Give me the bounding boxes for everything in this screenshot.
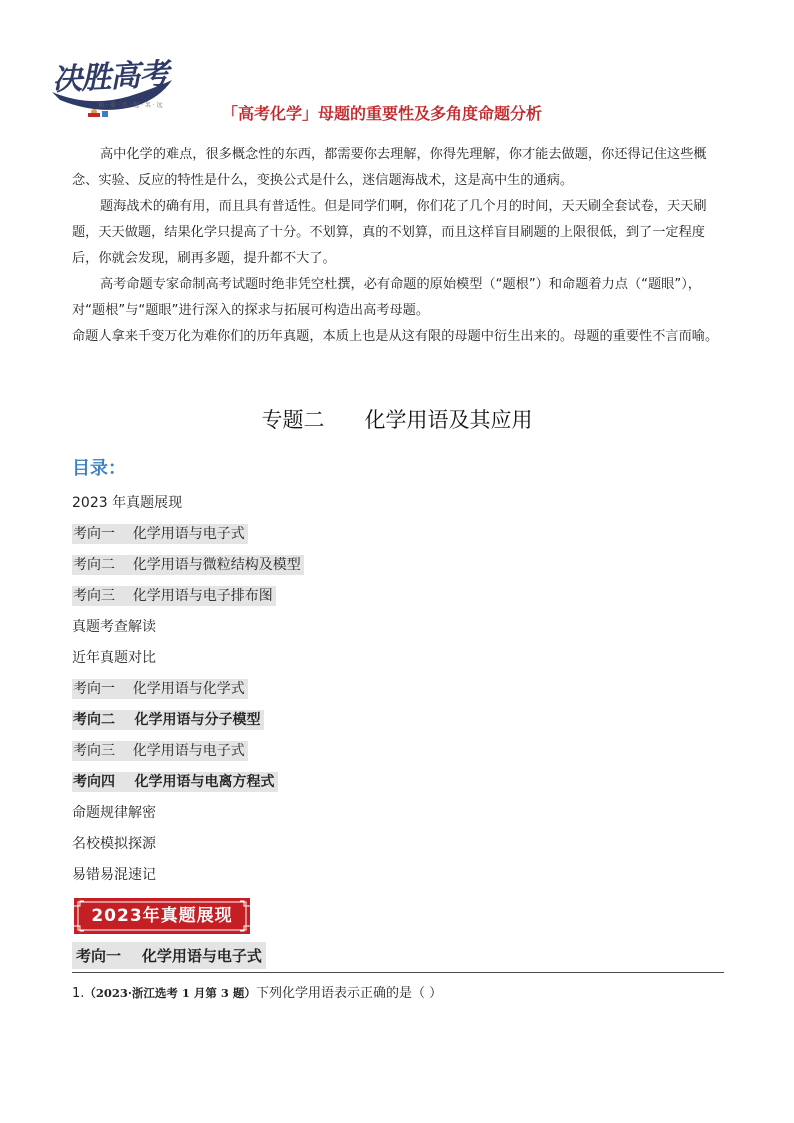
section-banner [74,898,250,934]
toc-item[interactable]: 命题规律解密 [72,805,156,821]
toc-item[interactable]: 考向一 化学用语与化学式 [72,674,304,705]
toc-item[interactable]: 易错易混速记 [72,867,156,883]
toc-item[interactable]: 考向三 化学用语与电子式 [72,736,304,767]
toc-item[interactable]: 考向二 化学用语与分子模型 [72,705,304,736]
toc-item[interactable]: 考向一 化学用语与电子式 [72,519,304,550]
intro-paragraph: 高考命题专家命制高考试题时绝非凭空杜撰，必有命题的原始模型（“题根”）和命题着力点（“题眼”），对“题根”与“题眼”进行深入的探求与拓展可构造出高考母题。 [72,277,701,318]
section-heading-label: 考向一 化学用语与电子式 [72,942,266,969]
question-source: （2023·浙江选考 1 月第 3 题） [84,986,256,1000]
toc-item[interactable]: 名校模拟探源 [72,836,156,852]
question-1 [72,982,442,1001]
toc-item[interactable]: 考向三 化学用语与电子排布图 [72,581,304,612]
logo-text: 决胜高考 [51,56,170,99]
intro-paragraph: 命题人拿来千变万化为难你们的历年真题，本质上也是从这有限的母题中衍生出来的。母题的重要性不言而喻。 [72,329,719,344]
toc-item[interactable]: 考向二 化学用语与微粒结构及模型 [72,550,304,581]
banner-label: 2023年真题展现 [91,906,233,926]
intro-paragraph: 题海战术的确有用，而且具有普适性。但是同学们啊，你们花了几个月的时间，天天刷全套试卷，天天刷题，天天做题，结果化学只提高了十分。不划算，真的不划算，而且这样盲目刷题的上限很低，到了一定程度后，你就会发现，刷再多题，提升都不大了。 [72,199,707,266]
logo-tagline: 知 · 重 · 力 · 起 · 名 · 远 [98,102,163,109]
table-of-contents [72,488,304,891]
intro-paragraph: 高中化学的难点，很多概念性的东西，都需要你去理解，你得先理解，你才能去做题，你还得记住这些概念、实验、反应的特性是什么，变换公式是什么，迷信题海战术，这是高中生的通病。 [72,147,707,188]
question-text: 下列化学用语表示正确的是（ ） [255,986,443,1001]
intro-text [72,142,724,350]
toc-heading: 目录： [72,458,126,479]
toc-item[interactable]: 2023 年真题展现 [72,495,183,511]
question-number: 1. [72,986,85,1001]
section-heading [72,942,724,973]
toc-item[interactable]: 考向四 化学用语与电离方程式 [72,767,304,798]
document-title: 「高考化学」母题的重要性及多角度命题分析 [222,104,543,123]
logo [50,48,176,130]
toc-item[interactable]: 真题考查解读 [72,619,156,635]
toc-item[interactable]: 近年真题对比 [72,650,156,666]
chapter-title: 专题二 化学用语及其应用 [261,408,533,432]
